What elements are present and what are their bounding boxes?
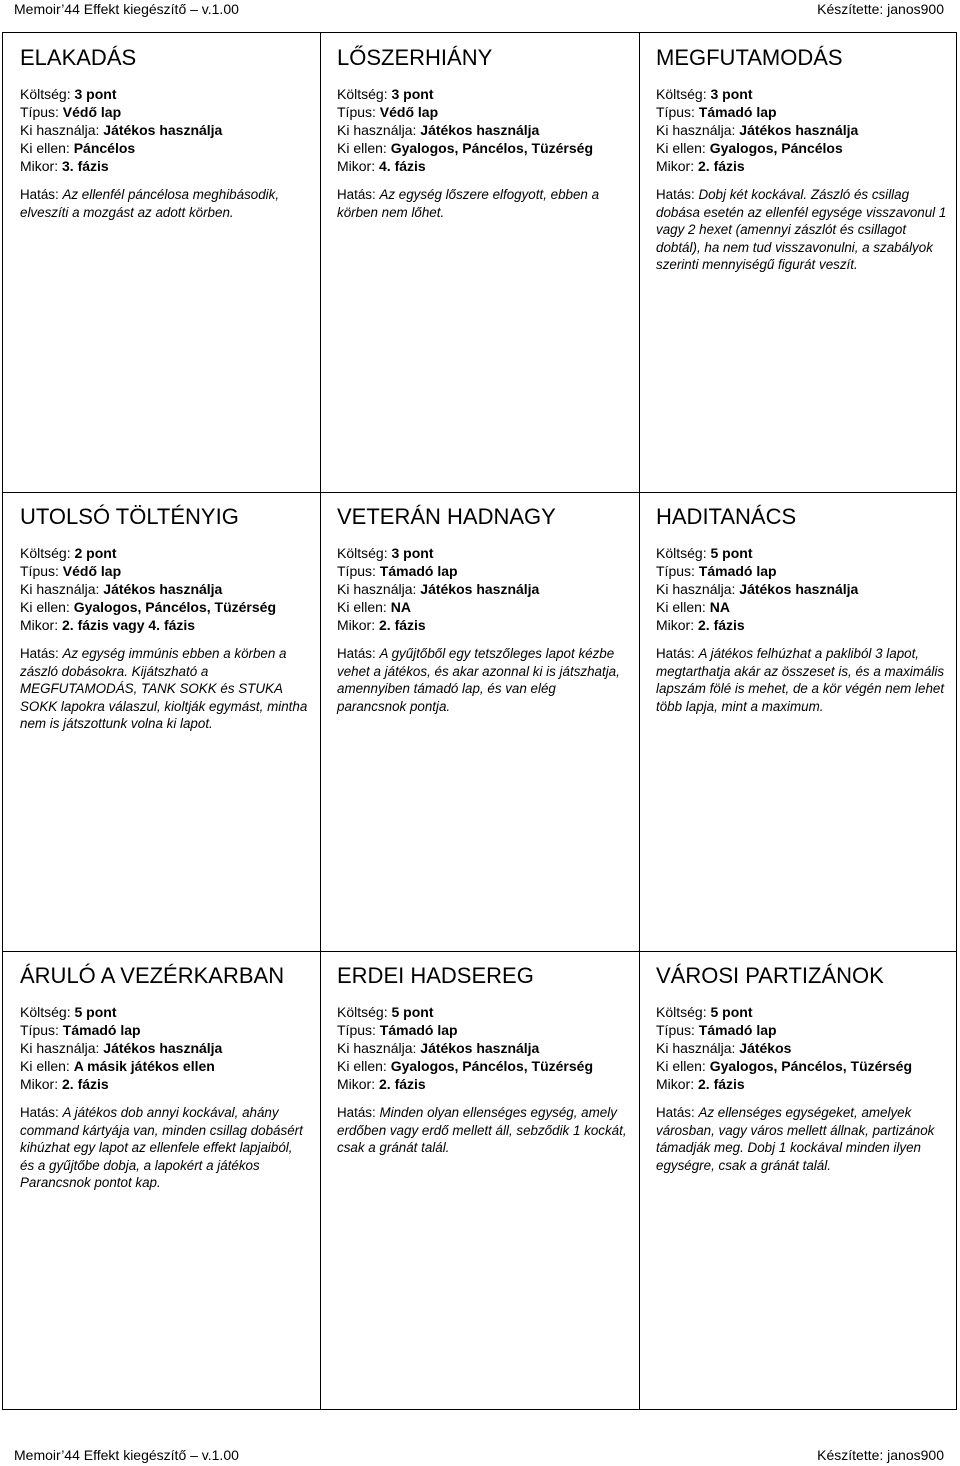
when-label: Mikor: [337, 617, 376, 633]
when-value: 2. fázis [698, 158, 745, 174]
card-title: UTOLSÓ TÖLTÉNYIG [20, 504, 239, 529]
card-user [20, 121, 309, 139]
cost-value: 3 pont [74, 86, 117, 102]
card-type [20, 1021, 309, 1039]
user-value: Játékos használja [739, 122, 859, 138]
card-type [656, 103, 947, 121]
effect-label: Hatás: [337, 646, 376, 661]
card-against [337, 1057, 628, 1075]
effect-text: Az egység immúnis ebben a körben a zászló dobásokra. Kijátszható a MEGFUTAMODÁS, TANK SOKK és STUKA SOKK lapokra válaszul, kioltják egymást, mintha nem is játszottunk volna ki lapot. [20, 646, 308, 731]
effect-label: Hatás: [20, 646, 59, 661]
against-label: Ki ellen: [656, 140, 706, 156]
card-effect [337, 645, 628, 715]
card-type [656, 562, 947, 580]
when-value: 2. fázis [379, 617, 426, 633]
type-value: Támadó lap [698, 563, 777, 579]
card-type [337, 1021, 628, 1039]
user-value: Játékos használja [103, 581, 223, 597]
when-label: Mikor: [656, 617, 695, 633]
effect-card [638, 492, 957, 950]
user-value: Játékos használja [420, 1040, 540, 1056]
effect-label: Hatás: [337, 1105, 376, 1120]
effect-label: Hatás: [20, 1105, 59, 1120]
card-effect [656, 1104, 947, 1174]
card-type [337, 562, 628, 580]
type-label: Típus: [337, 104, 376, 120]
effect-label: Hatás: [20, 187, 59, 202]
user-label: Ki használja: [656, 122, 736, 138]
type-label: Típus: [20, 104, 59, 120]
cost-value: 5 pont [710, 545, 753, 561]
user-label: Ki használja: [20, 122, 100, 138]
header-title: Memoir’44 Effekt kiegészítő – v.1.00 [14, 1, 239, 17]
effect-text: Az ellenfél páncélosa meghibásodik, elveszíti a mozgást az adott körben. [20, 187, 280, 220]
user-label: Ki használja: [656, 1040, 736, 1056]
card-cost [656, 544, 947, 562]
against-label: Ki ellen: [20, 1058, 70, 1074]
card-when [337, 1075, 628, 1093]
type-label: Típus: [656, 104, 695, 120]
card-against [20, 139, 309, 157]
when-label: Mikor: [656, 158, 695, 174]
user-label: Ki használja: [337, 1040, 417, 1056]
card-user [337, 121, 628, 139]
type-value: Támadó lap [698, 1022, 777, 1038]
page-footer [14, 1446, 944, 1466]
effect-text: Az ellenséges egységeket, amelyek városban, vagy város mellett állnak, partizánok támadják meg. Dobj 1 kockával minden ilyen egységre, csak a gránát talál. [656, 1105, 935, 1173]
card-when [656, 616, 947, 634]
against-label: Ki ellen: [20, 599, 70, 615]
user-value: Játékos használja [420, 122, 540, 138]
user-value: Játékos használja [739, 581, 859, 597]
type-label: Típus: [337, 1022, 376, 1038]
against-value: Gyalogos, Páncélos, Tüzérség [73, 599, 276, 615]
when-value: 3. fázis [62, 158, 109, 174]
when-value: 4. fázis [379, 158, 426, 174]
type-value: Támadó lap [379, 1022, 458, 1038]
effect-card [319, 951, 638, 1409]
effect-card [2, 951, 319, 1409]
card-against [656, 598, 947, 616]
user-label: Ki használja: [337, 122, 417, 138]
effect-card [2, 492, 319, 950]
card-type [20, 562, 309, 580]
card-when [656, 1075, 947, 1093]
card-cost [337, 85, 628, 103]
card-against [20, 1057, 309, 1075]
card-effect [656, 645, 947, 715]
card-title: ÁRULÓ A VEZÉRKARBAN [20, 963, 285, 988]
card-cost [337, 1003, 628, 1021]
type-value: Támadó lap [62, 1022, 141, 1038]
type-value: Védő lap [379, 104, 439, 120]
user-value: Játékos használja [103, 122, 223, 138]
against-value: NA [390, 599, 411, 615]
cost-value: 3 pont [391, 86, 434, 102]
effect-label: Hatás: [656, 187, 695, 202]
card-against [20, 598, 309, 616]
card-effect [20, 645, 309, 733]
card-cost [337, 544, 628, 562]
card-title: MEGFUTAMODÁS [656, 45, 843, 70]
card-title: ELAKADÁS [20, 45, 137, 70]
type-label: Típus: [337, 563, 376, 579]
when-value: 2. fázis [698, 1076, 745, 1092]
cost-value: 5 pont [391, 1004, 434, 1020]
card-against [337, 598, 628, 616]
page-header [14, 0, 944, 20]
effect-label: Hatás: [656, 1105, 695, 1120]
user-label: Ki használja: [337, 581, 417, 597]
cost-value: 3 pont [391, 545, 434, 561]
card-when [656, 157, 947, 175]
when-value: 2. fázis vagy 4. fázis [62, 617, 196, 633]
against-label: Ki ellen: [656, 1058, 706, 1074]
when-label: Mikor: [656, 1076, 695, 1092]
card-title: ERDEI HADSEREG [337, 963, 534, 988]
cost-label: Költség: [656, 1004, 707, 1020]
cost-label: Költség: [337, 1004, 388, 1020]
card-type [337, 103, 628, 121]
when-label: Mikor: [337, 158, 376, 174]
card-effect [20, 186, 309, 221]
when-value: 2. fázis [62, 1076, 109, 1092]
against-label: Ki ellen: [337, 599, 387, 615]
card-user [337, 1039, 628, 1057]
cost-value: 2 pont [74, 545, 117, 561]
card-cost [20, 544, 309, 562]
cost-label: Költség: [20, 545, 71, 561]
when-label: Mikor: [20, 158, 59, 174]
card-when [20, 1075, 309, 1093]
card-against [337, 139, 628, 157]
card-user [337, 580, 628, 598]
card-title: VETERÁN HADNAGY [337, 504, 556, 529]
user-value: Játékos [739, 1040, 792, 1056]
when-label: Mikor: [20, 1076, 59, 1092]
effect-card [319, 492, 638, 950]
effect-text: A játékos dob annyi kockával, ahány command kártyája van, minden csillag dobásért kihúzhat egy lapot az ellenfele effekt lapjaiból, és a gyűjtőbe dobja, a lapokért a játékos Parancsnok pontot kap. [20, 1105, 303, 1190]
cost-label: Költség: [337, 545, 388, 561]
card-user [656, 1039, 947, 1057]
card-type [656, 1021, 947, 1039]
type-value: Támadó lap [698, 104, 777, 120]
user-value: Játékos használja [420, 581, 540, 597]
when-label: Mikor: [20, 617, 59, 633]
against-value: NA [709, 599, 730, 615]
card-user [656, 580, 947, 598]
effect-card [2, 33, 319, 491]
card-effect [337, 186, 628, 221]
card-when [337, 157, 628, 175]
cost-label: Költség: [20, 86, 71, 102]
card-cost [20, 1003, 309, 1021]
effect-text: A gyűjtőből egy tetszőleges lapot kézbe vehet a játékos, és akar azonnal ki is játszhatja, amennyiben támadó lap, és van elég parancsnok pontja. [337, 646, 620, 714]
card-effect [337, 1104, 628, 1157]
card-effect [20, 1104, 309, 1192]
effect-text: Dobj két kockával. Zászló és csillag dobása esetén az ellenfél egysége visszavonul 1 vagy 2 hexet (amennyi zászlót és csillagot dobtál), ha nem tud visszavonulni, a szabályok szerinti mennyiségű figurát veszít. [656, 187, 947, 272]
type-value: Támadó lap [379, 563, 458, 579]
cost-value: 3 pont [710, 86, 753, 102]
card-title: LŐSZERHIÁNY [337, 45, 493, 70]
effect-text: Minden olyan ellenséges egység, amely erdőben vagy erdő mellett áll, sebződik 1 kockát, csak a gránát talál. [337, 1105, 627, 1155]
card-effect [656, 186, 947, 274]
type-label: Típus: [656, 1022, 695, 1038]
card-user [20, 1039, 309, 1057]
card-cost [656, 1003, 947, 1021]
cost-label: Költség: [337, 86, 388, 102]
against-value: A másik játékos ellen [73, 1058, 215, 1074]
when-value: 2. fázis [698, 617, 745, 633]
user-label: Ki használja: [20, 1040, 100, 1056]
effect-label: Hatás: [656, 646, 695, 661]
type-label: Típus: [20, 563, 59, 579]
header-author: Készítette: janos900 [817, 1, 944, 17]
footer-author: Készítette: janos900 [817, 1447, 944, 1463]
user-value: Játékos használja [103, 1040, 223, 1056]
against-value: Gyalogos, Páncélos, Tüzérség [390, 1058, 593, 1074]
when-label: Mikor: [337, 1076, 376, 1092]
footer-title: Memoir’44 Effekt kiegészítő – v.1.00 [14, 1447, 239, 1463]
against-value: Gyalogos, Páncélos [709, 140, 843, 156]
card-user [656, 121, 947, 139]
cost-label: Költség: [656, 86, 707, 102]
type-value: Védő lap [62, 563, 122, 579]
effect-card [319, 33, 638, 491]
cost-label: Költség: [20, 1004, 71, 1020]
user-label: Ki használja: [20, 581, 100, 597]
card-title: HADITANÁCS [656, 504, 797, 529]
effect-label: Hatás: [337, 187, 376, 202]
effect-text: A játékos felhúzhat a pakliból 3 lapot, megtarthatja akár az összeset is, és a maximális lapszám fölé is mehet, de a kör végén nem lehet több lapja, mint a maximum. [656, 646, 945, 714]
effect-card [638, 951, 957, 1409]
card-user [20, 580, 309, 598]
effect-text: Az egység lőszere elfogyott, ebben a körben nem lőhet. [337, 187, 600, 220]
against-value: Gyalogos, Páncélos, Tüzérség [709, 1058, 912, 1074]
against-label: Ki ellen: [20, 140, 70, 156]
card-when [20, 157, 309, 175]
card-against [656, 1057, 947, 1075]
card-cost [20, 85, 309, 103]
type-label: Típus: [20, 1022, 59, 1038]
effect-card [638, 33, 957, 491]
card-title: VÁROSI PARTIZÁNOK [656, 963, 884, 988]
user-label: Ki használja: [656, 581, 736, 597]
against-value: Gyalogos, Páncélos, Tüzérség [390, 140, 593, 156]
when-value: 2. fázis [379, 1076, 426, 1092]
type-value: Védő lap [62, 104, 122, 120]
type-label: Típus: [656, 563, 695, 579]
card-when [337, 616, 628, 634]
cost-value: 5 pont [74, 1004, 117, 1020]
against-label: Ki ellen: [656, 599, 706, 615]
card-type [20, 103, 309, 121]
cost-value: 5 pont [710, 1004, 753, 1020]
card-when [20, 616, 309, 634]
card-against [656, 139, 947, 157]
cost-label: Költség: [656, 545, 707, 561]
against-label: Ki ellen: [337, 140, 387, 156]
card-cost [656, 85, 947, 103]
against-value: Páncélos [73, 140, 136, 156]
against-label: Ki ellen: [337, 1058, 387, 1074]
